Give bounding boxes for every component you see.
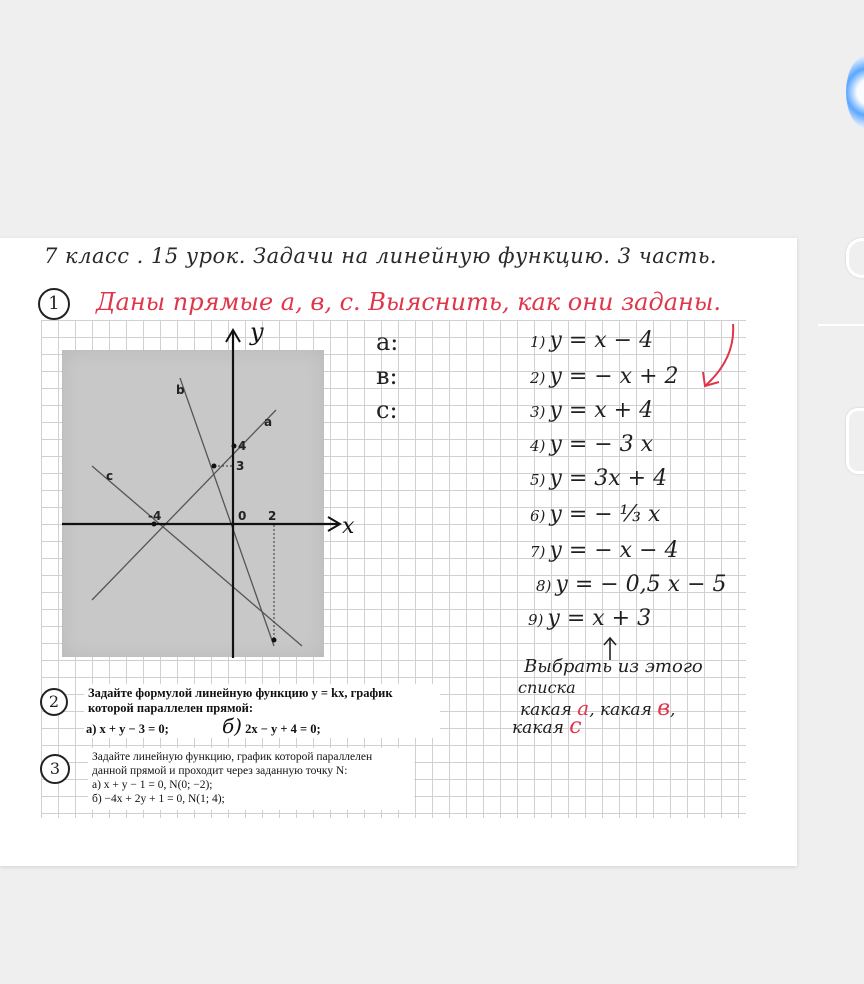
- label-a: a: [264, 415, 273, 429]
- side-square-button[interactable]: [846, 408, 864, 474]
- choose-note-line3: какая a, какая в,: [520, 696, 676, 721]
- task3-a-text: а) x + y − 1 = 0, N(0; −2);: [92, 779, 213, 791]
- label-line-a: a:: [376, 328, 399, 356]
- label-line-b: в:: [376, 362, 398, 390]
- formula-7: 7) y = − x − 4: [530, 538, 679, 563]
- y-axis-label: y: [250, 318, 264, 346]
- formula-2: 2) y = − x + 2: [530, 364, 679, 389]
- task1-number: 1: [38, 288, 70, 320]
- task2-text-line2: которой параллелен прямой:: [88, 701, 253, 715]
- label-y4: 4: [238, 439, 247, 453]
- task3-block: [88, 748, 414, 810]
- task3-text-line1: Задайте линейную функцию, график которой параллелен: [92, 751, 373, 763]
- task2-a-label: а): [86, 722, 97, 736]
- task2-text-line1: Задайте формулой линейную функцию y = kx, график: [88, 686, 393, 700]
- task1-heading: Даны прямые a, в, с. Выяснить, как они заданы.: [96, 288, 721, 316]
- task2-number: 2: [40, 688, 68, 716]
- drawn-axes: [40, 320, 370, 660]
- task2-a-text: x + y − 3 = 0;: [99, 722, 169, 736]
- red-arrow-icon: [695, 320, 745, 392]
- formula-8: 8) y = − 0,5 x − 5: [536, 572, 727, 597]
- worksheet-page: [0, 238, 797, 866]
- side-divider: [818, 324, 864, 326]
- label-line-c: с:: [376, 396, 398, 424]
- label-y3: 3: [236, 459, 245, 473]
- task3-b-text: б) −4x + 2y + 1 = 0, N(1; 4);: [92, 793, 225, 805]
- formula-4: 4) y = − 3 x: [530, 432, 654, 457]
- formula-3: 3) y = x + 4: [530, 398, 654, 423]
- label-c: c: [106, 469, 114, 483]
- choose-note-line2: списка: [518, 678, 576, 697]
- formula-1: 1) y = x − 4: [530, 328, 654, 353]
- page-title: 7 класс . 15 урок. Задачи на линейную функцию. 3 часть.: [44, 244, 718, 268]
- task3-text-line2: данной прямой и проходит через заданную точку N:: [92, 765, 348, 777]
- label-x-neg4: -4: [148, 509, 162, 523]
- formula-9: 9) y = x + 3: [528, 606, 652, 631]
- formula-5: 5) y = 3x + 4: [530, 466, 668, 491]
- label-origin: 0: [238, 509, 247, 523]
- task2-b-text: 2x − y + 4 = 0;: [245, 722, 321, 736]
- label-b: b: [176, 383, 185, 397]
- x-axis-label: x: [342, 514, 355, 539]
- side-pill-button[interactable]: [846, 238, 864, 278]
- task3-number: 3: [40, 754, 70, 784]
- label-x2: 2: [268, 509, 277, 523]
- task2-b-label: б): [221, 714, 242, 738]
- choose-note-line4: какая с: [512, 714, 582, 739]
- choose-note-line1: Выбрать из этого: [524, 656, 703, 677]
- formula-6: 6) y = − ⅓ x: [530, 502, 661, 527]
- task2-block: [84, 684, 440, 738]
